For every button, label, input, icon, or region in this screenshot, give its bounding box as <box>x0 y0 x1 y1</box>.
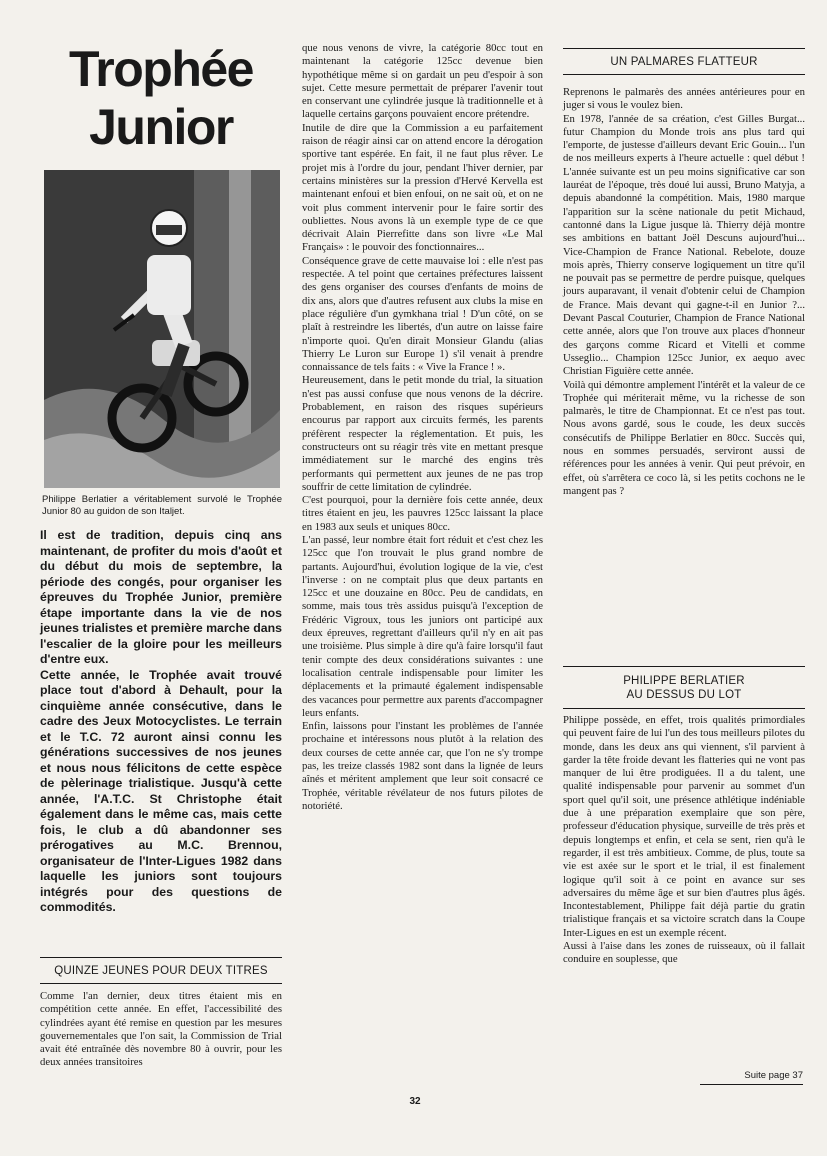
section3-heading-line-2: AU DESSUS DU LOT <box>626 689 742 701</box>
section2-paragraph-1: Reprenons le palmarès des années antérieures pour en juger si vous le voulez bien. <box>563 86 805 112</box>
col2-paragraph-6: L'an passé, leur nombre était fort réduit et c'est chez les 125cc que l'on trouvait le plus grand nombre de partants. Aujourd'hui, évolution logique de la vie, c'est l'inverse : on ne comptait plus que deux partants en 125cc et une douzaine en 80cc. Peu de candidats, en somme, mais tous très assidus puisqu'à l'exception de Frédéric Vigroux, tous les juniors ont participé aux deux épreuves, regrettant d'ailleurs qu'il n'y en ait pas une troisième. Plus simple à dire qu'à faire lorsqu'il faut tenir compte des deux considérations suivantes : une localisation centrale indispensable pour limiter les déplacements et la primauté également indispensable des vacances pour permettre aux parents d'accompagner leurs enfants. <box>302 533 543 719</box>
section2-text <box>563 86 805 498</box>
article-lead <box>40 528 282 916</box>
section1-paragraph: Comme l'an dernier, deux titres étaient mis en compétition cette année. En effet, l'accessibilité des cylindrées ayant été remise en question par les mesures gouvernementales que l'on sait, la Commission de Trial avait été entraînée dès novembre 80 à ouvrir, pour les deux années transitoires <box>40 990 282 1069</box>
section3-paragraph-2: Aussi à l'aise dans les zones de ruisseaux, où il fallait conduire en souplesse, que <box>563 940 805 966</box>
section2-paragraph-3: Voilà qui démontre amplement l'intérêt et la valeur de ce Trophée qui mériterait même, vu la richesse de son palmarès, le titre de Championnat. Et ce n'est pas tout. Nous avons gardé, sous le coude, les deux succès consécutifs de Philippe Berlatier en 80cc. Succès qui, nous en sommes persuadés, serviront aussi de références pour les années à venir. Qui peut prévoir, en effet, où s'arrêtera ce coco là, si les petits cochons ne le mangent pas ? <box>563 378 805 497</box>
section-heading-berlatier <box>563 666 805 709</box>
title-line-2: Junior <box>89 99 233 155</box>
col2-paragraph-4: Heureusement, dans le petit monde du trial, la situation n'est pas aussi confuse que nous venons de la décrire. Probablement, en raison des risques supérieurs encourus par rapport aux circuits fermés, les parents préfèrent respecter la réglementation. Et puis, les constructeurs ont su réagir très vite en mettant presque immédiatement sur le marché des engins très performants qui permettent aux jeunes de ne pas trop souffrir de cette limitation de cylindrée. <box>302 374 543 493</box>
continued-on-page: Suite page 37 <box>700 1070 803 1085</box>
article-title <box>40 40 282 156</box>
section-heading-palmares: UN PALMARES FLATTEUR <box>563 48 805 75</box>
section2-paragraph-2: En 1978, l'année de sa création, c'est Gilles Burgat... futur Champion du Monde trois ans plus tard qui l'emporte, de justesse d'ailleurs devant Eric Gouin... l'un de nos meilleurs experts à l'heure actuelle : quel début ! L'année suivante est un peu moins significative car son lauréat de l'époque, très doué lui aussi, Bruno Matyja, a depuis abandonné la compétition. Mais, 1980 marque l'apparition sur la scène nationale du petit Michaud, cantonné dans la Ligue jusque là. Thierry déjà montre ses ambitions en battant Joël Descuns aujourd'hui... Vice-Champion de France National. Rebelote, douze mois après, Thierry conserve logiquement un titre qu'il ne pouvait pas se permettre de perdre puisque, quelques jours auparavant, il venait d'obtenir celui de Champion de France. Mais devant qui gagne-t-il en Junior ?... Devant Pascal Couturier, Champion de France National cette année, alors que l'on trouve aux places d'honneur des garçons comme Ricard et Vitelli et comme Usseglio... Champion 125cc Junior, ex aequo avec Christian Figuière cette année. <box>563 112 805 378</box>
column-2-text <box>302 42 543 813</box>
col2-paragraph-2: Inutile de dire que la Commission a eu parfaitement raison de réagir ainsi car on attend encore la dérogation sportive tant espérée. En fait, il ne faut plus rêver. Le projet mis à l'ordre du jour, pendant l'hiver dernier, par certains ministères sur la pression d'Hervé Kervella est maintenant enfoui et bien enfoui, on ne sait où, et on ne voit plus comment intervenir pour le faire sortir des oubliettes. Nous avons là un exemple type de ce que décrivait Alain Pierrefitte dans son livre «Le Mal Français» : le pouvoir des fonctionnaires... <box>302 121 543 254</box>
section3-text <box>563 714 805 967</box>
col2-paragraph-7: Enfin, laissons pour l'instant les problèmes de l'année prochaine et intéressons nous plutôt à la relation des deux courses de cette année car, que l'on ne s'y trompe pas, les treize classés 1982 sont dans la lignée de leurs aînés et méritent amplement que leur soit consacré ce Trophée, véritable révélateur de nos futurs pilotes de notoriété. <box>302 720 543 812</box>
col2-paragraph-3: Conséquence grave de cette mauvaise loi : elle n'est pas respectée. A tel point que certaines préfectures laissent des gens organiser des courses d'enfants de moins de dix ans, alors que d'autres refusent aux clubs la mise en place régulière d'un gymkhana trial ! D'un côté, on se plaît à restreindre les libertés, d'un autre on laisse faire n'importe quoi. Qu'en dirait Monsieur Glandu (alias Thierry Le Luron sur Europe 1) s'il venait à prendre connaissance de tels faits : « Vive la France ! ». <box>302 254 543 374</box>
section3-paragraph-1: Philippe possède, en effet, trois qualités primordiales qui peuvent faire de lui l'un des tous meilleurs pilotes du monde, dans les deux ans qui viennent, s'il parvient à garder la tête froide devant les flatteries qui ne vont pas manquer de lui être prodiguées. Il a du talent, une qualité indispensable pour parvenir au sommet d'un sport quel qu'il soit, une présence athlétique indéniable due à une préparation exemplaire que son père, professeur d'éducation physique, surveille de très près et depuis longtemps et enfin, et cela se sent, rien qu'à le regarder, il est très ambitieux. Comme, de plus, toute sa vie est axée sur le sport et le trial, il est finalement logique qu'il soit à ce point en avance sur ses adversaires du même âge et sur bien d'autres plus âgés. Incontestablement, Philippe fait déjà partie du gratin trialistique français et sa victoire scratch dans la Coupe Inter-Ligues en est un exemple récent. <box>563 714 805 939</box>
trial-motorcycle-illustration <box>44 170 280 488</box>
title-line-1: Trophée <box>69 41 253 97</box>
col2-paragraph-1: que nous venons de vivre, la catégorie 80cc tout en maintenant la catégorie 125cc devenue bien hypothétique même si on gardait un peu d'espoir à son sujet. Cette mesure permettait de préparer l'avenir tout en conservant une cylindrée jusque là traditionnelle et à laquelle certains garçons pouvaient encore prétendre. <box>302 42 543 121</box>
lead-paragraph-1: Il est de tradition, depuis cinq ans maintenant, de profiter du mois d'août et du début du mois de septembre, la période des congés, pour organiser les épreuves du Trophée Junior, première étape importante dans la vie de nos jeunes trialistes et première marche dans l'escalier de la gloire pour les meilleurs d'entre eux. <box>40 528 282 666</box>
section-heading-quinze-jeunes: QUINZE JEUNES POUR DEUX TITRES <box>40 957 282 984</box>
section3-heading-line-1: PHILIPPE BERLATIER <box>623 675 745 687</box>
section1-text <box>40 990 282 1070</box>
rider-photo <box>44 170 280 488</box>
photo-caption: Philippe Berlatier a véritablement survolé le Trophée Junior 80 au guidon de son Italjet. <box>42 494 282 517</box>
col2-paragraph-5: C'est pourquoi, pour la dernière fois cette année, deux titres étaient en jeu, les pauvres 125cc laissant la place en 1983 aux seuls et uniques 80cc. <box>302 494 543 533</box>
page-number: 32 <box>409 1096 421 1107</box>
lead-paragraph-2: Cette année, le Trophée avait trouvé place tout d'abord à Dehault, pour la cinquième année consécutive, dans le cadre des Jeux Motocyclistes. Le terrain et le T.C. 72 auront ainsi connu les générations successives de nos jeunes et nous nous félicitons de cette espèce de pèlerinage trialistique. Jusqu'à cette année, l'A.T.C. St Christophe était également dans le même cas, mais cette fois, le club a dû abandonner ses prérogatives au M.C. Brennou, organisateur de l'Inter-Ligues 1982 dans laquelle les juniors sont toujours intégrés pour des questions de commodités. <box>40 667 282 914</box>
